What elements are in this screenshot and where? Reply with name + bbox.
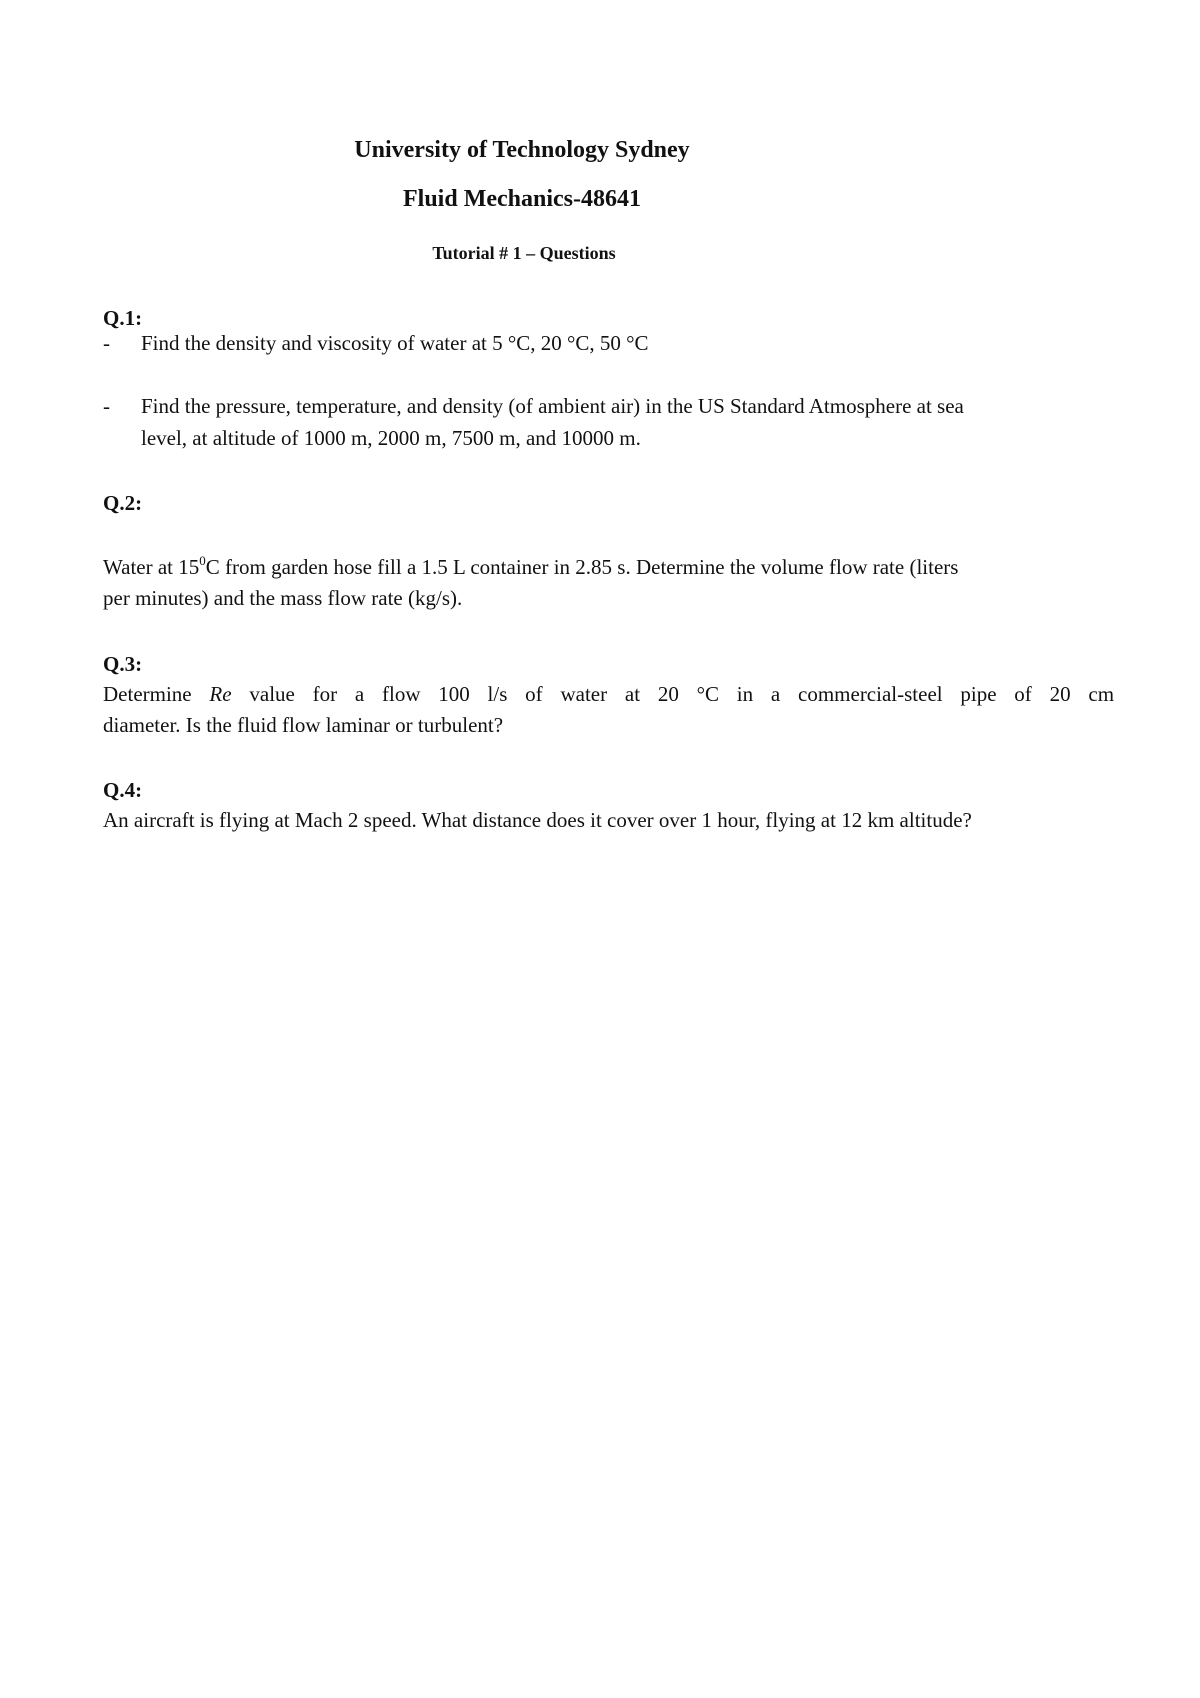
course-title: Fluid Mechanics-48641: [403, 186, 641, 212]
q3-text-a: Determine: [103, 682, 192, 706]
tutorial-subtitle: Tutorial # 1 – Questions: [432, 243, 616, 263]
q1-label: Q.1:: [103, 306, 143, 330]
q2-text-b: C from garden hose fill a 1.5 L container in 2.85 s. Determine the volume flow rate (liters: [205, 555, 959, 579]
q1-item-2-line-1: Find the pressure, temperature, and density (of ambient air) in the US Standard Atmosphere at sea: [141, 394, 964, 418]
q3-line-1: [103, 682, 1114, 707]
q3-text-b: value for a flow 100 l/s of water at 20 °C in a commercial-steel pipe of 20 cm: [249, 682, 1115, 706]
q1-bullet-1: -: [103, 331, 110, 355]
q2-label: Q.2:: [103, 491, 143, 515]
q4-label: Q.4:: [103, 778, 143, 802]
q3-label: Q.3:: [103, 652, 143, 676]
q2-superscript: 0: [199, 553, 206, 568]
university-title: University of Technology Sydney: [354, 137, 690, 163]
q1-item-2-line-2: level, at altitude of 1000 m, 2000 m, 7500 m, and 10000 m.: [141, 426, 641, 450]
q3-line-2: diameter. Is the fluid flow laminar or turbulent?: [103, 713, 504, 737]
q1-bullet-2: -: [103, 394, 110, 418]
q2-line-2: per minutes) and the mass flow rate (kg/s).: [103, 586, 463, 610]
q1-item-1: Find the density and viscosity of water at 5 °C, 20 °C, 50 °C: [141, 331, 649, 355]
q2-text-a: Water at 15: [103, 555, 200, 579]
q2-line-1: [103, 555, 958, 580]
q4-line-1: An aircraft is flying at Mach 2 speed. What distance does it cover over 1 hour, flying at 12 km altitude?: [103, 808, 972, 832]
q3-reynolds-symbol: Re: [209, 682, 232, 706]
